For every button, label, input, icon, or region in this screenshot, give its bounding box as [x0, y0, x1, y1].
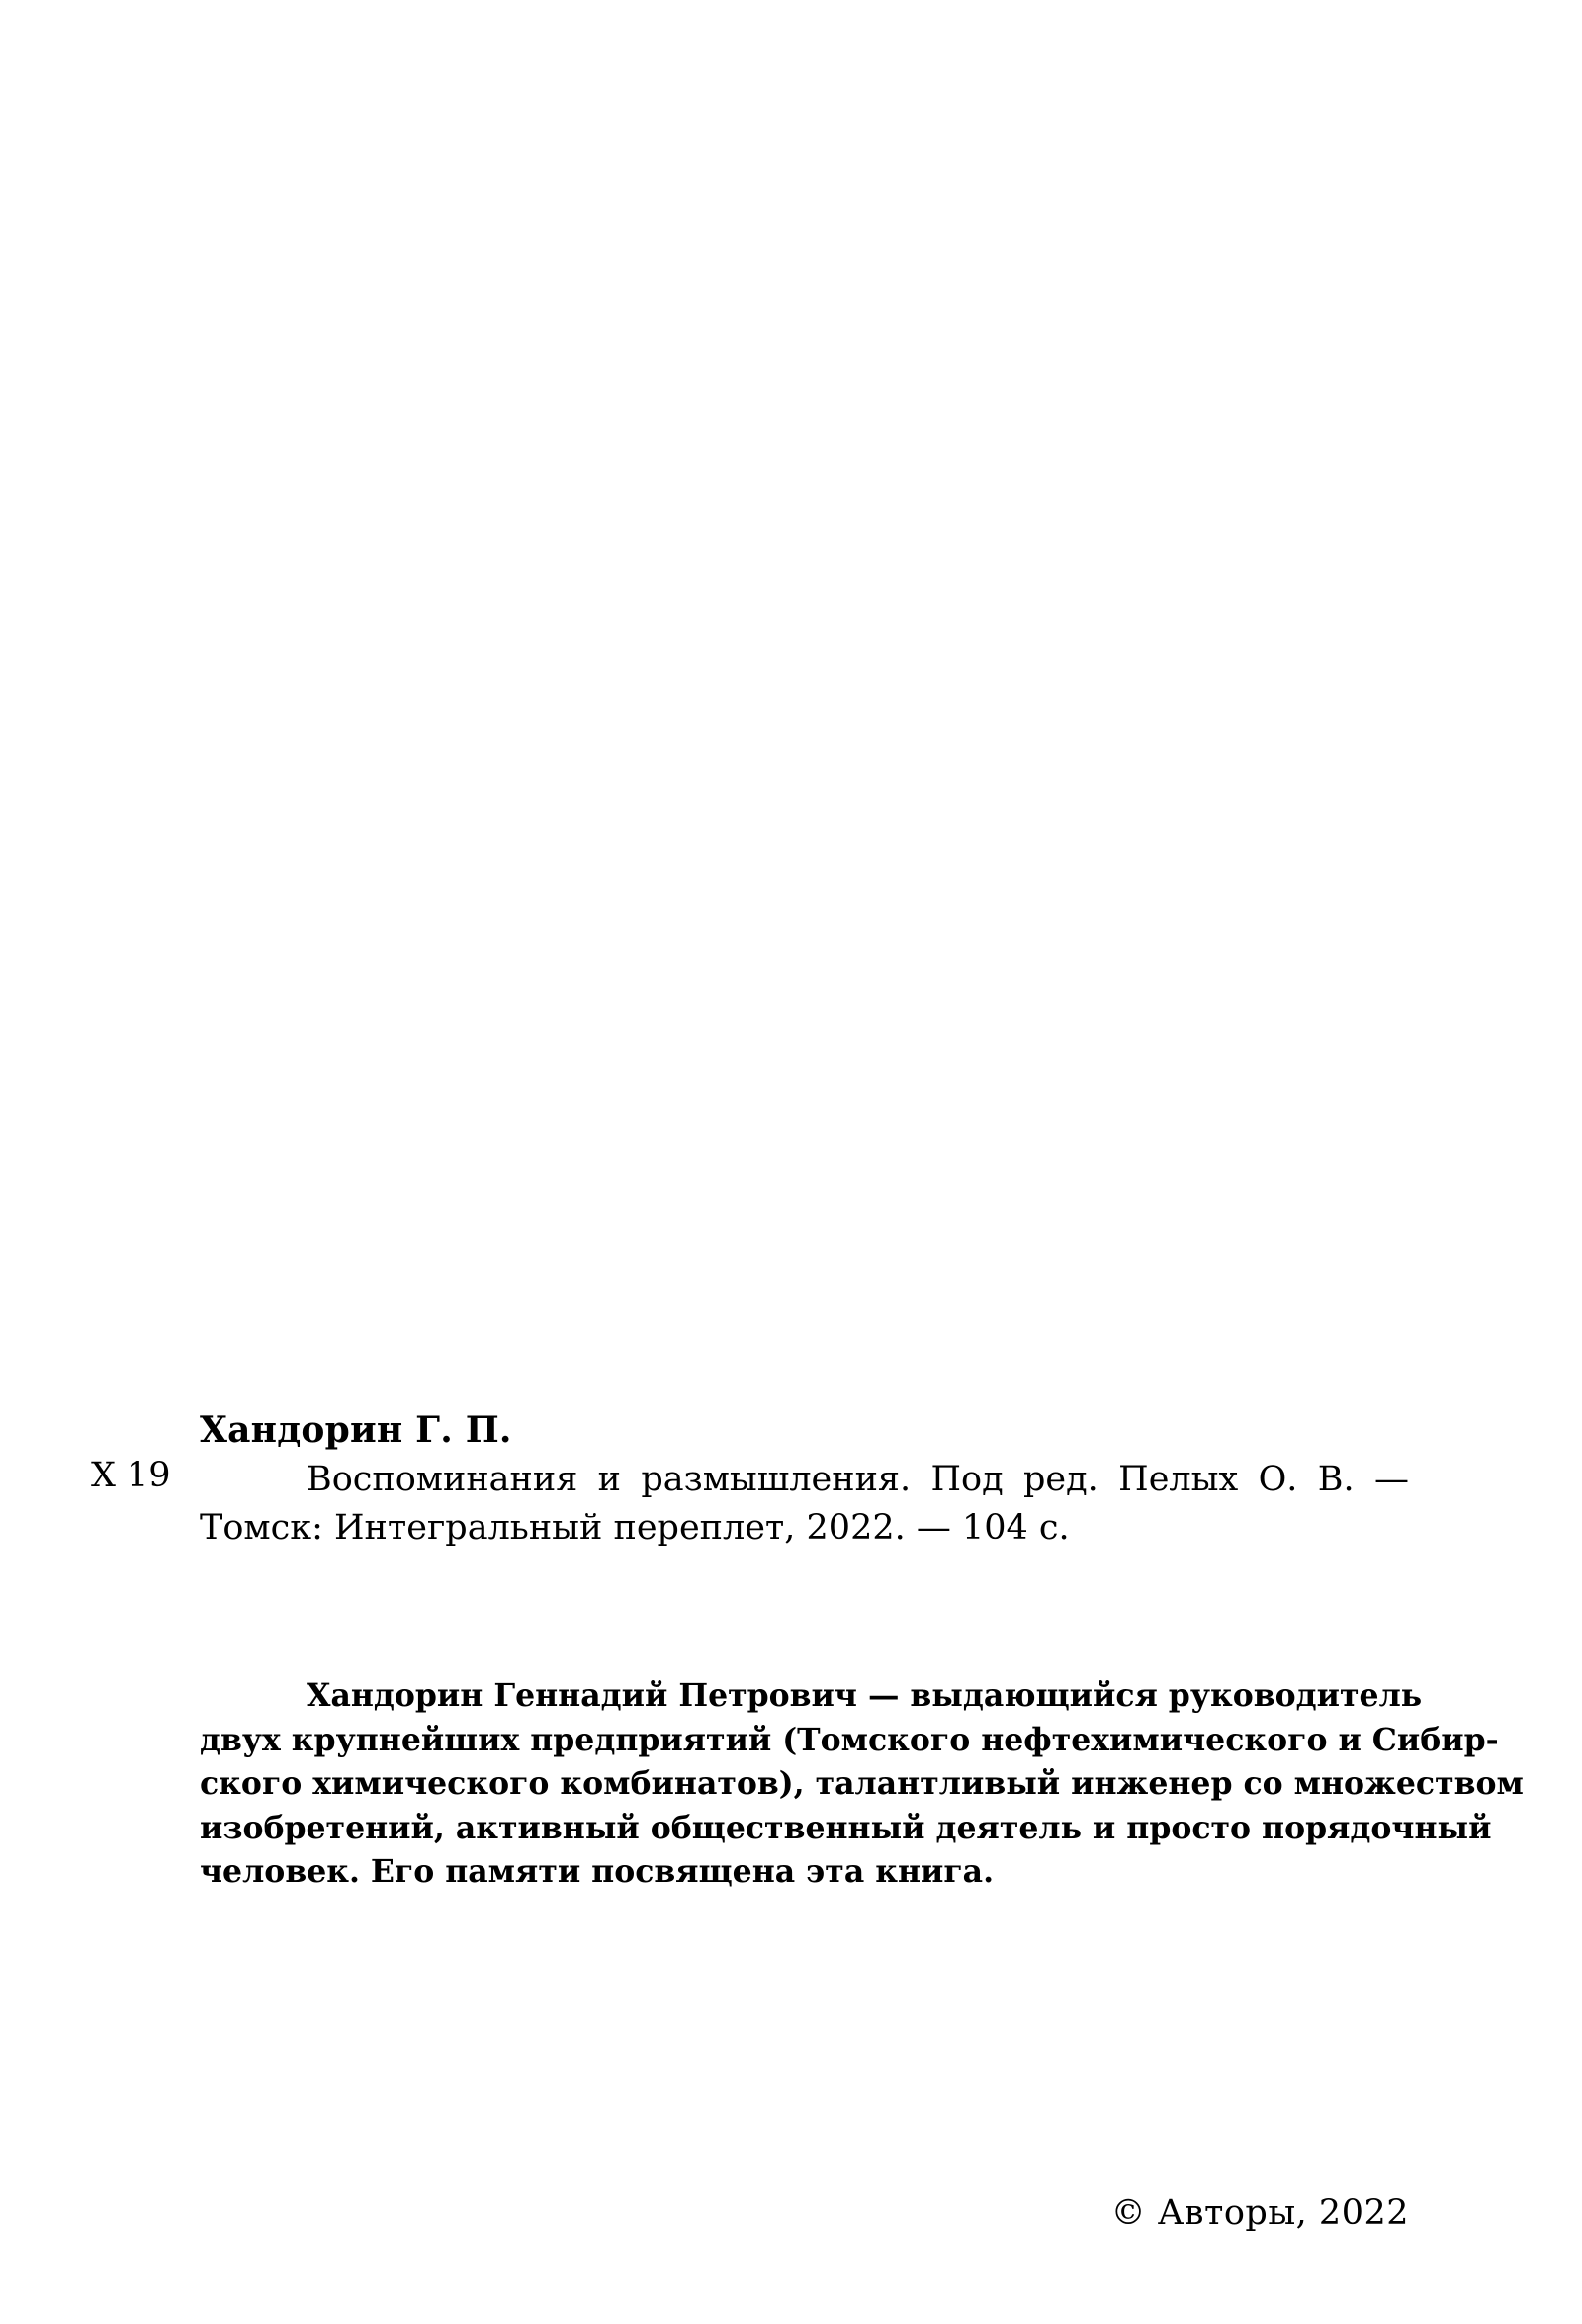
bibliographic-publisher-line: Томск: Интегральный переплет, 2022. — 104 с.	[200, 1508, 1070, 1548]
annotation-line: ского химического комбинатов), талантливый инженер со множеством	[200, 1765, 1524, 1802]
author-name: Хандорин Г. П.	[200, 1409, 512, 1451]
bibliographic-record	[200, 1456, 1409, 1553]
annotation	[200, 1674, 1524, 1895]
classification-index: Х 19	[91, 1456, 171, 1495]
annotation-line: Хандорин Геннадий Петрович — выдающийся руководитель	[307, 1677, 1423, 1714]
annotation-line: двух крупнейших предприятий (Томского нефтехимического и Сибир-	[200, 1721, 1499, 1758]
annotation-line: человек. Его памяти посвящена эта книга.	[200, 1853, 995, 1890]
copyright-notice: © Авторы, 2022	[1110, 2193, 1409, 2233]
bibliographic-title-line: Воспоминания и размышления. Под ред. Пелых О. В. —	[307, 1460, 1409, 1499]
annotation-line: изобретений, активный общественный деятель и просто порядочный	[200, 1809, 1492, 1846]
